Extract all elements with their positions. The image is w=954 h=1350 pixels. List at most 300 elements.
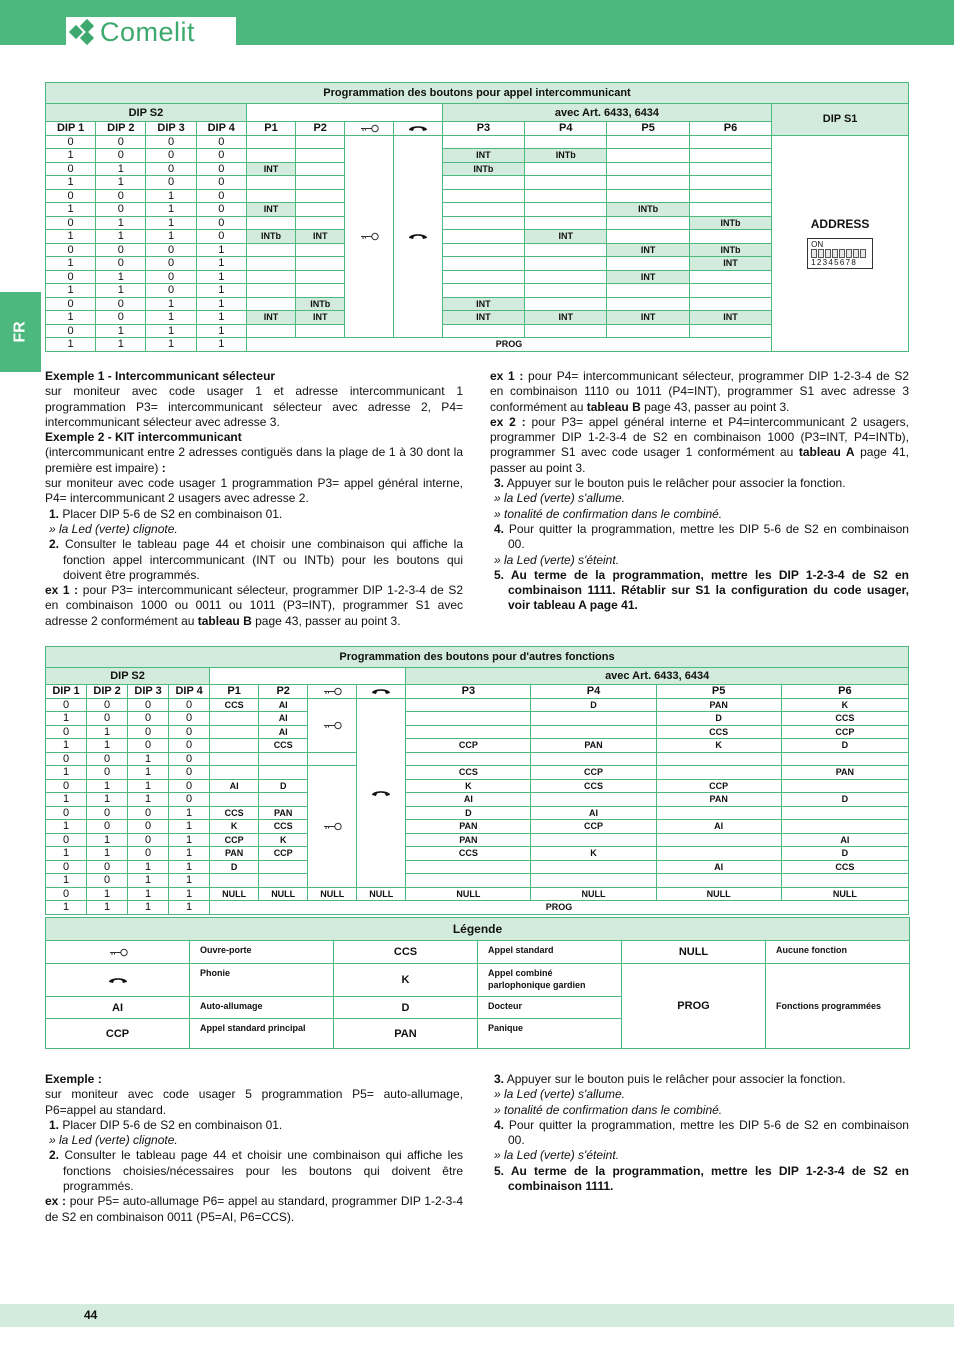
dip-value: 0 [146,176,196,190]
dip-value: 1 [46,257,96,271]
button-cell: INT [525,230,607,244]
dip-value: 0 [46,189,96,203]
button-cell [296,162,345,176]
button-cell [259,793,308,807]
button-cell: INT [246,311,295,325]
button-cell [525,324,607,338]
button-cell: CCS [781,712,908,726]
art-header: avec Art. 6433, 6434 [406,668,909,685]
button-cell: CCP [406,739,531,753]
dip-value: 1 [87,833,128,847]
step-2: 2. Consulter le tableau page 44 et choisir une combinaison qui affiche la fonction appel intercommunicant (INT ou INTb) pour les boutons qui doivent être programmés. [49,537,463,582]
key-icon [345,135,393,338]
dip-value: 1 [196,284,246,298]
button-cell: K [531,847,656,861]
dip-value: 0 [96,189,146,203]
legend-d-code: D [334,997,478,1019]
dip-value: 1 [46,149,96,163]
dip-value: 1 [128,793,169,807]
dip-value: 1 [46,176,96,190]
button-cell: K [210,820,259,834]
table-row [46,712,909,726]
dip-value: 1 [87,847,128,861]
dip-s1-header: DIP S1 [772,104,909,136]
step-2: 2. Consulter le tableau page 44 et choisir une combinaison qui affiche les fonctions choisies/nécessaires pour les boutons qui doivent être programmés. [49,1148,463,1194]
right-column-2 [490,1072,909,1194]
phone-icon [393,135,442,338]
dip-value: 0 [46,243,96,257]
button-cell [259,766,308,780]
button-cell: PAN [406,833,531,847]
button-cell [781,779,908,793]
dip-value: 1 [169,887,210,901]
table-row [46,833,909,847]
ex2-right: ex 2 : pour P3= appel général interne et P4=intercommunicant 2 usagers, programmer DIP 1-2-3-4 de S2 en combinaison 1000 (P3=INT, P4=INTb), programmer S1 avec code usager 1 conformément au tableau A page 41, passer au point 3. [490,414,909,475]
button-cell: PAN [210,847,259,861]
button-cell: NULL [656,887,781,901]
dip-value: 0 [146,257,196,271]
button-cell [689,297,771,311]
dip-value: 1 [46,284,96,298]
button-cell [296,270,345,284]
button-cell: INT [246,203,295,217]
table-row [46,860,909,874]
button-cell [689,162,771,176]
legend-d-desc: Docteur [478,997,622,1019]
button-cell [210,725,259,739]
button-cell [296,203,345,217]
phone-null: NULL [357,887,406,901]
ex1-text: ex 1 : pour P3= intercommunicant sélecteur, programmer DIP 1-2-3-4 de S2 en combinaison 1000 ou 0011 ou 1011 (P3=INT), programmer S1 avec adresse 2 conformément au tableau B page 43, passer au point 3. [45,583,464,628]
col-header: P6 [781,685,908,699]
brand-logo [66,17,236,47]
dip-value: 1 [46,847,87,861]
button-cell: INT [607,243,689,257]
phone-icon [357,698,406,887]
dip-value: 0 [169,766,210,780]
art-header: avec Art. 6433, 6434 [442,104,771,122]
button-cell: NULL [531,887,656,901]
button-cell: D [259,779,308,793]
dip-value: 0 [196,189,246,203]
button-cell [246,324,295,338]
functions-table [45,646,909,915]
dip-value: 1 [169,847,210,861]
address-label: ADDRESS [810,216,870,231]
phone-icon [357,685,406,699]
key-icon [46,941,190,964]
button-cell: AI [656,860,781,874]
button-cell: NULL [210,887,259,901]
button-cell: D [406,806,531,820]
key-empty [308,752,357,766]
dip-value: 0 [146,162,196,176]
dip-value: 0 [128,712,169,726]
table-row [46,779,909,793]
button-cell: INTb [246,230,295,244]
dip-value: 1 [128,887,169,901]
legend-title: Légende [46,918,910,941]
dip-numbers: 12345678 [811,257,858,267]
dip-value: 1 [96,162,146,176]
legend-prog-desc: Fonctions programmées [766,964,910,1049]
button-cell [607,162,689,176]
dip-value: 1 [196,257,246,271]
dip-value: 0 [128,847,169,861]
col-header: DIP 3 [146,122,196,136]
button-cell [442,176,524,190]
button-cell [531,833,656,847]
button-cell: INTb [689,216,771,230]
button-cell [246,135,295,149]
key-icon [308,698,357,752]
button-cell: INT [525,311,607,325]
button-cell [246,243,295,257]
dip-value: 1 [146,338,196,352]
dip-value: 1 [128,779,169,793]
button-cell [259,874,308,888]
table-row [46,887,909,901]
right-column-1 [490,369,909,614]
table-row [46,766,909,780]
button-cell: K [781,698,908,712]
dip-value: 1 [146,311,196,325]
dip-value: 1 [169,874,210,888]
dip-value: 1 [128,752,169,766]
button-cell: INT [689,311,771,325]
dip-value: 0 [169,698,210,712]
col-header: DIP 4 [169,685,210,699]
col-header: P1 [246,122,295,136]
dip-value: 1 [96,284,146,298]
button-cell: CCS [406,847,531,861]
col-header: DIP 3 [128,685,169,699]
dip-value: 0 [96,297,146,311]
dip-switch-keys [811,249,869,258]
dip-value: 1 [46,311,96,325]
language-tab [0,292,41,372]
button-cell: PAN [781,766,908,780]
dip-value: 1 [146,230,196,244]
example2-text-b: sur moniteur avec code usager 1 programmation P3= appel général interne, P4= intercommunicant 2 usagers avec adresse 2. [45,476,463,506]
dip-value: 0 [87,752,128,766]
button-cell: AI [259,725,308,739]
button-cell [296,149,345,163]
button-cell: INT [607,270,689,284]
dip-value: 1 [169,806,210,820]
dip-value: 0 [46,270,96,284]
button-cell: INT [246,162,295,176]
dip-value: 1 [46,739,87,753]
button-cell [525,297,607,311]
dip-value: 1 [46,203,96,217]
button-cell [525,203,607,217]
button-cell [296,284,345,298]
legend-ai-desc: Auto-allumage [190,997,334,1019]
button-cell: PAN [656,698,781,712]
button-cell: INT [689,257,771,271]
button-cell: D [781,847,908,861]
button-cell [607,230,689,244]
dip-value: 1 [196,338,246,352]
button-cell [442,257,524,271]
dip-value: 0 [196,230,246,244]
button-cell [607,257,689,271]
dip-value: 1 [87,887,128,901]
button-cell: CCP [656,779,781,793]
button-cell [656,833,781,847]
col-header: P3 [442,122,524,136]
dip-value: 0 [196,203,246,217]
button-cell: AI [210,779,259,793]
button-cell [525,216,607,230]
example-intro: sur moniteur avec code usager 5 programmation P5= auto-allumage, P6=appel au standard. [45,1087,463,1117]
legend-ccp-code: CCP [46,1019,190,1049]
dip-value: 0 [46,887,87,901]
button-cell [442,243,524,257]
col-header: DIP 4 [196,122,246,136]
button-cell: PAN [406,820,531,834]
button-cell [531,712,656,726]
button-cell [406,725,531,739]
col-header: P4 [531,685,656,699]
button-cell: D [781,793,908,807]
dip-value: 1 [196,311,246,325]
legend-pan-code: PAN [334,1019,478,1049]
step-1-led: » la Led (verte) clignote. [49,521,178,536]
dip-value: 0 [128,698,169,712]
button-cell: K [259,833,308,847]
button-cell: AI [781,833,908,847]
button-cell [656,752,781,766]
dip-value: 0 [146,149,196,163]
dip-value: 1 [169,901,210,915]
dip-value: 1 [87,739,128,753]
footer-bar [0,1304,954,1327]
legend-ccs-desc: Appel standard [478,941,622,964]
dip-value: 1 [46,820,87,834]
button-cell [246,257,295,271]
col-header: P5 [607,122,689,136]
dip-value: 1 [146,216,196,230]
button-cell: CCS [781,860,908,874]
col-header: P3 [406,685,531,699]
dip-value: 0 [96,243,146,257]
col-header: P2 [296,122,345,136]
table-row [46,739,909,753]
button-cell [296,135,345,149]
button-cell [531,725,656,739]
dip-value: 1 [196,270,246,284]
button-cell [210,739,259,753]
button-cell [525,257,607,271]
dip-value: 0 [46,135,96,149]
legend-k-desc: Appel combiné parlophonique gardien [478,964,622,997]
button-cell: CCS [259,739,308,753]
example2-title: Exemple 2 - KIT intercommunicant [45,430,242,445]
button-cell [442,230,524,244]
button-cell: NULL [781,887,908,901]
button-cell: CCS [210,698,259,712]
dip-s1-panel [772,135,909,351]
legend-k-code: K [334,964,478,997]
step-3-led: » la Led (verte) s'allume. [494,1087,626,1102]
button-cell: AI [259,698,308,712]
dip-value: 0 [96,311,146,325]
button-cell [525,176,607,190]
table-row [46,874,909,888]
dip-value: 0 [169,712,210,726]
dip-value: 1 [196,243,246,257]
dip-value: 1 [128,901,169,915]
button-cell: CCS [406,766,531,780]
dip-value: 1 [196,297,246,311]
button-cell [525,284,607,298]
dip-value: 1 [46,230,96,244]
button-cell: CCS [531,779,656,793]
dip-value: 0 [196,135,246,149]
button-cell: AI [531,806,656,820]
button-cell [531,793,656,807]
table-title: Programmation des boutons pour appel intercommunicant [46,83,909,104]
legend-null-desc: Aucune fonction [766,941,910,964]
dip-value: 1 [128,860,169,874]
legend-prog-code: PROG [622,964,766,1049]
button-cell [296,189,345,203]
dip-value: 0 [169,752,210,766]
phone-icon [46,964,190,997]
button-cell: INTb [607,203,689,217]
button-cell: CCP [531,820,656,834]
col-header: P5 [656,685,781,699]
dip-value: 0 [46,806,87,820]
button-cell [689,324,771,338]
dip-value: 0 [96,149,146,163]
table-row [46,847,909,861]
dip-value: 1 [128,766,169,780]
key-icon [308,766,357,888]
button-cell [607,284,689,298]
left-column-2 [45,1072,463,1225]
button-cell [781,752,908,766]
button-cell [246,216,295,230]
button-cell: PAN [259,806,308,820]
step-3-tone: » tonalité de confirmation dans le combiné. [494,1102,723,1117]
button-cell: INT [296,311,345,325]
col-header: DIP 1 [46,122,96,136]
table-row [46,793,909,807]
dip-value: 0 [196,149,246,163]
step-3-tone: » tonalité de confirmation dans le combiné. [494,506,723,521]
table-row [46,752,909,766]
dip-value: 0 [87,806,128,820]
dip-value: 1 [87,779,128,793]
dip-value: 0 [196,216,246,230]
button-cell [246,176,295,190]
button-cell [689,149,771,163]
button-cell [442,324,524,338]
phone-icon [393,122,442,136]
dip-value: 0 [46,216,96,230]
button-cell: INT [442,297,524,311]
step-4-led: » la Led (verte) s'éteint. [494,1148,620,1163]
button-cell: CCP [259,847,308,861]
step-4: 4. Pour quitter la programmation, mettre les DIP 5-6 de S2 en combinaison 00. [494,1117,909,1148]
button-cell: CCP [210,833,259,847]
table-row [46,725,909,739]
dip-value: 0 [146,270,196,284]
button-cell: AI [406,793,531,807]
dip-value: 1 [96,324,146,338]
button-cell [246,270,295,284]
ex-text: ex : pour P5= auto-allumage P6= appel au standard, programmer DIP 1-2-3-4 de S2 en combinaison 0011 (P5=AI, P6=CCS). [45,1194,463,1224]
dip-value: 0 [46,752,87,766]
button-cell [607,216,689,230]
legend-table [45,917,910,1049]
button-cell [246,149,295,163]
step-3: 3. Appuyer sur le bouton puis le relâcher pour associer la fonction. [494,1072,846,1086]
button-cell [442,203,524,217]
key-icon [308,685,357,699]
button-cell [525,189,607,203]
table-row [46,820,909,834]
button-cell [781,820,908,834]
button-cell [246,189,295,203]
button-cell [607,189,689,203]
prog-cell: PROG [246,338,771,352]
legend-ccs-code: CCS [334,941,478,964]
button-cell: INTb [442,162,524,176]
button-cell [689,189,771,203]
button-cell [210,712,259,726]
dip-value: 0 [169,779,210,793]
button-cell: D [531,698,656,712]
dip-value: 1 [96,338,146,352]
button-cell [525,270,607,284]
table-row [46,806,909,820]
dip-value: 0 [46,860,87,874]
button-cell [442,270,524,284]
button-cell [689,284,771,298]
button-cell: PAN [531,739,656,753]
page-number: 44 [84,1308,98,1322]
button-cell [531,874,656,888]
button-cell [296,257,345,271]
step-3-led: » la Led (verte) s'allume. [494,491,626,506]
button-cell: CCP [781,725,908,739]
button-cell: INT [296,230,345,244]
step-5: 5. Au terme de la programmation, mettre les DIP 1-2-3-4 de S2 en combinaison 1111. [494,1163,909,1194]
dip-value: 0 [128,806,169,820]
button-cell [689,270,771,284]
button-cell: INTb [296,297,345,311]
button-cell [607,297,689,311]
example1-title: Exemple 1 - Intercommunicant sélecteur [45,369,276,383]
button-cell [296,176,345,190]
button-cell [525,135,607,149]
dip-value: 0 [128,725,169,739]
button-cell [406,860,531,874]
dip-value: 1 [96,230,146,244]
button-cell [781,874,908,888]
button-cell [689,176,771,190]
button-cell: AI [656,820,781,834]
dip-value: 0 [46,725,87,739]
button-cell: CCS [656,725,781,739]
button-cell: K [406,779,531,793]
legend-ai-code: AI [46,997,190,1019]
button-cell [406,752,531,766]
